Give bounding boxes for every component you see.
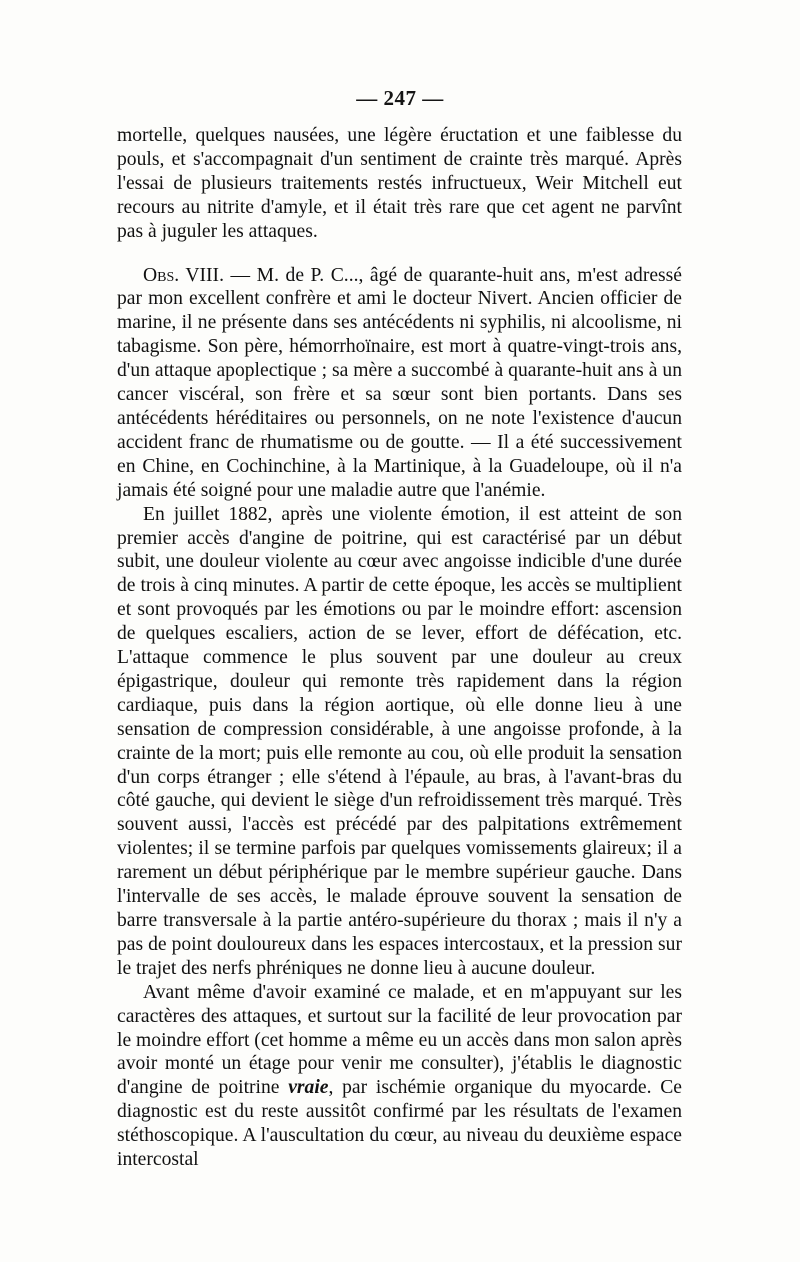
observation-label: Obs. VIII. <box>143 264 224 286</box>
paragraph-attack-description: En juillet 1882, après une violente émotion, il est atteint de son premier accès d'angine de poitrine, qui est caractérisé par un début subit, une douleur violente au cœur avec angoisse indicible d'une durée de trois à cinq minutes. A partir de cette époque, les accès se multiplient et sont provoqués par les émotions ou par le moindre effort: ascension de quelques escaliers, action de se lever, effort de défécation, etc. L'attaque commence le plus souvent par une douleur au creux épigastrique, douleur qui remonte très rapidement dans la région cardiaque, puis dans la région aortique, où elle donne lieu à une sensation de compression considérable, à une angoisse profonde, à la crainte de la mort; puis elle remonte au cou, où elle produit la sensation d'un corps étranger ; elle s'étend à l'épaule, au bras, à l'avant-bras du côté gauche, qui devient le siège d'un refroidissement très marqué. Très souvent aussi, l'accès est précédé par des palpitations extrêmement violentes; il se termine parfois par quelques vomissements glaireux; il a rarement un début périphérique par le membre supérieur gauche. Dans l'intervalle de ses accès, le malade éprouve souvent la sensation de barre transversale à la partie antéro-supérieure du thorax ; mais il n'y a pas de point douloureux dans les espaces intercostaux, et la pression sur le trajet des nerfs phréniques ne donne lieu à aucune douleur. <box>117 503 682 979</box>
paragraph-continuation: mortelle, quelques nausées, une légère éructation et une faiblesse du pouls, et s'accompagnait d'un sentiment de crainte très marqué. Après l'essai de plusieurs traitements restés infructueux, Weir Mitchell eut recours au nitrite d'amyle, et il était très rare que cet agent ne parvînt pas à juguler les attaques. <box>117 125 682 242</box>
diagnosis-text-a: Avant même d'avoir examiné ce malade, et en m'appuyant sur les caractères des attaques, et surtout sur la facilité de leur provocation par le moindre effort (cet homme a même eu un accès dans mon salon après avoir monté un étage pour venir me consulter), j'établis le diagnostic d'angine de poitrine <box>117 981 682 1099</box>
paragraph-observation <box>117 264 682 503</box>
page-body <box>117 124 682 1172</box>
page-number: — 247 — <box>356 86 444 110</box>
observation-text: — M. de P. C..., âgé de quarante-huit ans, m'est adressé par mon excellent confrère et ami le docteur Nivert. Ancien officier de marine, il ne présente dans ses antécédents ni syphilis, ni alcoolisme, ni tabagisme. Son père, hémorrhoïnaire, est mort à quatre-vingt-trois ans, d'un attaque apoplectique ; sa mère a succombé à quarante-huit ans à un cancer viscéral, son frère et sa sœur sont bien portants. Dans ses antécédents héréditaires ou personnels, on ne note l'existence d'aucun accident franc de rhumatisme ou de goutte. — Il a été successivement en Chine, en Cochinchine, à la Martinique, à la Guadeloupe, où il n'a jamais été soigné pour une maladie autre que l'anémie. <box>117 264 682 501</box>
diagnosis-emphasis: vraie <box>288 1077 329 1099</box>
diagnosis-text-b: , par ischémie organique du myocarde. Ce diagnostic est du reste aussitôt confirmé par les résultats de l'examen stéthoscopique. A l'auscultation du cœur, au niveau du deuxième espace intercostal <box>117 1077 682 1171</box>
paragraph-diagnosis <box>117 981 682 1172</box>
